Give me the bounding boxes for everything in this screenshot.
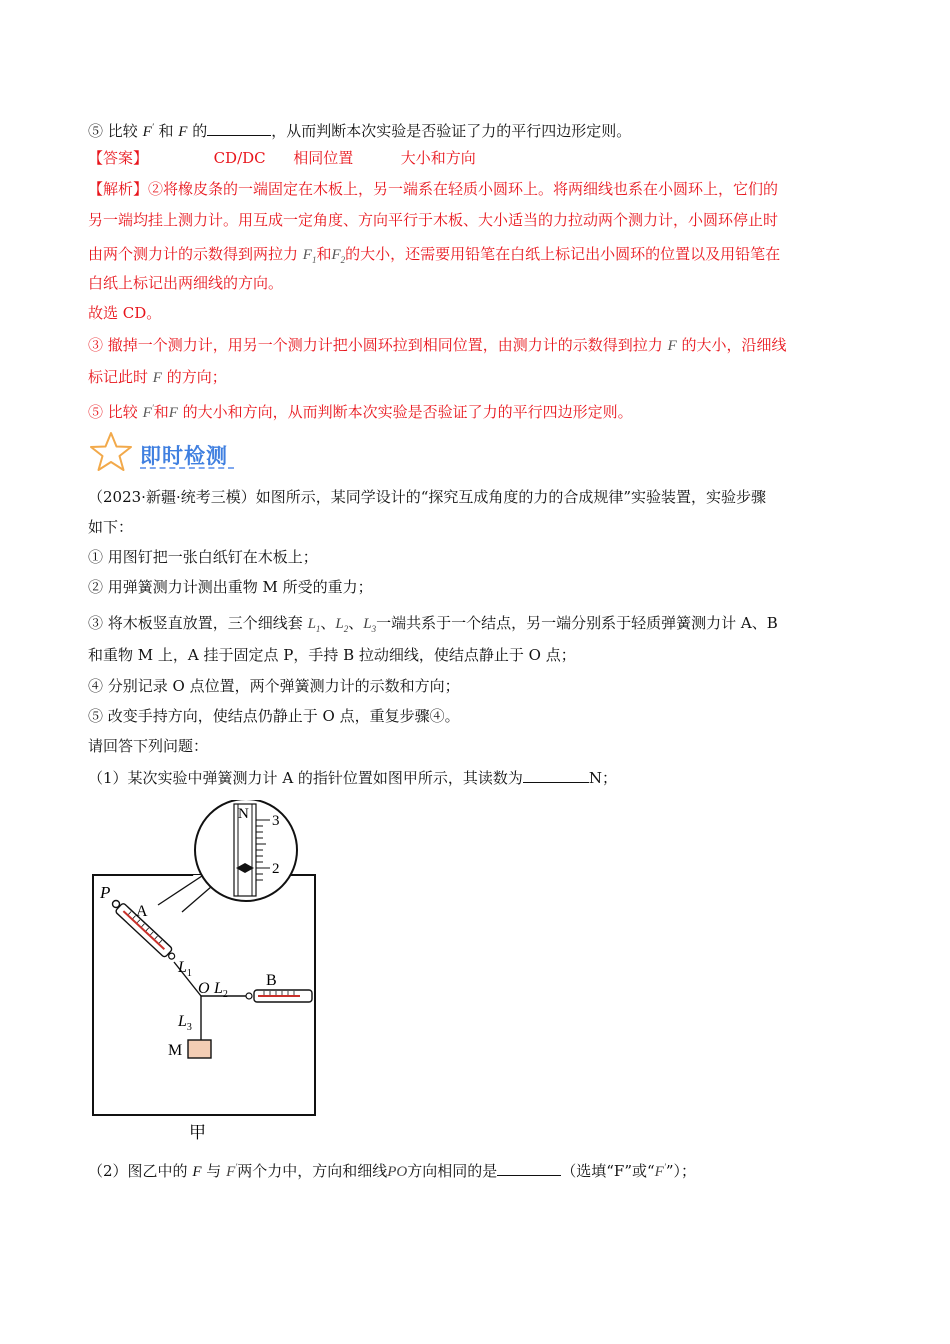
answer-line <box>88 147 476 169</box>
analysis-line-3: 由两个测力计的示数得到两拉力 $F_1$和$F_2$的大小，还需要用铅笔在白纸上标记出小圆环的位置以及用铅笔在 <box>88 245 781 265</box>
question-1: （1）某次实验中弹簧测力计 A 的指针位置如图甲所示，其读数为 N； <box>88 766 617 789</box>
analysis-line-1: 【解析】②将橡皮条的一端固定在木板上，另一端系在轻质小圆环上。将两细线也系在小圆环上，它们的 <box>88 180 779 198</box>
answer-1: CD/DC <box>213 149 266 167</box>
step-5: ⑤ 改变手持方向，使结点仍静止于 O 点，重复步骤④。 <box>88 707 460 725</box>
step-3: ③ 将木板竖直放置，三个细线套 $L_1$、$L_2$、$L_3$一端共系于一个结点，另一端分别系于轻质弹簧测力计 A、B <box>88 614 778 634</box>
reading-blank <box>523 766 589 783</box>
section-title: 即时检测 <box>140 444 228 468</box>
section-underline <box>140 467 234 469</box>
tick-3: 3 <box>272 813 280 829</box>
label-b: B <box>266 972 277 989</box>
step-4: ④ 分别记录 O 点位置，两个弹簧测力计的示数和方向； <box>88 677 460 695</box>
label-l1: $L_1$ <box>178 959 192 979</box>
apparatus-figure <box>88 800 328 1150</box>
question-line-2: 如下： <box>88 518 134 536</box>
spring-b <box>246 990 312 1002</box>
analysis-line-8: ⑤ 比较 F′和F 的大小和方向，从而判断本次实验是否验证了力的平行四边形定则。 <box>88 403 633 421</box>
answer-2: 相同位置 <box>293 149 354 167</box>
analysis-line-7: 标记此时 F 的方向； <box>88 368 227 386</box>
mass-m <box>188 1040 211 1058</box>
step-1: ① 用图钉把一张白纸钉在木板上； <box>88 548 318 566</box>
pin-p <box>113 901 120 908</box>
tick-2: 2 <box>272 861 280 877</box>
label-l2: $L_2$ <box>214 980 228 1000</box>
question-2: （2）图乙中的 F 与 F′两个力中，方向和细线PO方向相同的是 （选填“F”或“F′”）； <box>88 1156 696 1183</box>
symbol-f-prime: F′ <box>142 122 154 140</box>
analysis-line-2: 另一端均挂上测力计。用互成一定角度、方向平行于木板、大小适当的力拉动两个测力计，小圆环停止时 <box>88 211 779 229</box>
direction-blank <box>497 1159 561 1176</box>
answer-blank <box>207 119 271 136</box>
symbol-f: F <box>178 124 188 140</box>
analysis-line-6: ③ 撤掉一个测力计，用另一个测力计把小圆环拉到相同位置，由测力计的示数得到拉力 F 的大小，沿细线 <box>88 336 787 354</box>
analysis-line-4: 白纸上标记出两细线的方向。 <box>88 274 284 292</box>
question-line-1: （2023·新疆·统考三模）如图所示，某同学设计的“探究互成角度的力的合成规律”实验装置，实验步骤 <box>88 488 767 506</box>
label-a: A <box>136 903 148 920</box>
label-p: P <box>100 883 111 902</box>
unit-label: N <box>238 806 249 822</box>
label-o: O <box>198 980 210 997</box>
step-3-cont: 和重物 M 上，A 挂于固定点 P，手持 B 拉动细线，使结点静止于 O 点； <box>88 646 576 664</box>
answer-3: 大小和方向 <box>400 149 476 167</box>
figure-caption: 甲 <box>189 1123 206 1143</box>
analysis-tag: 【解析】 <box>88 180 149 198</box>
label-m: M <box>168 1042 183 1059</box>
star-icon <box>88 430 134 474</box>
prompt: 请回答下列问题： <box>88 737 209 755</box>
label-l3: $L_3$ <box>178 1013 192 1033</box>
step-2: ② 用弹簧测力计测出重物 M 所受的重力； <box>88 578 373 596</box>
answer-tag: 【答案】 <box>88 149 149 167</box>
analysis-line-5: 故选 CD。 <box>88 304 162 322</box>
compare-line: ⑤ 比较 F′ 和 F 的 ，从而判断本次实验是否验证了力的平行四边形定则。 <box>88 116 631 143</box>
